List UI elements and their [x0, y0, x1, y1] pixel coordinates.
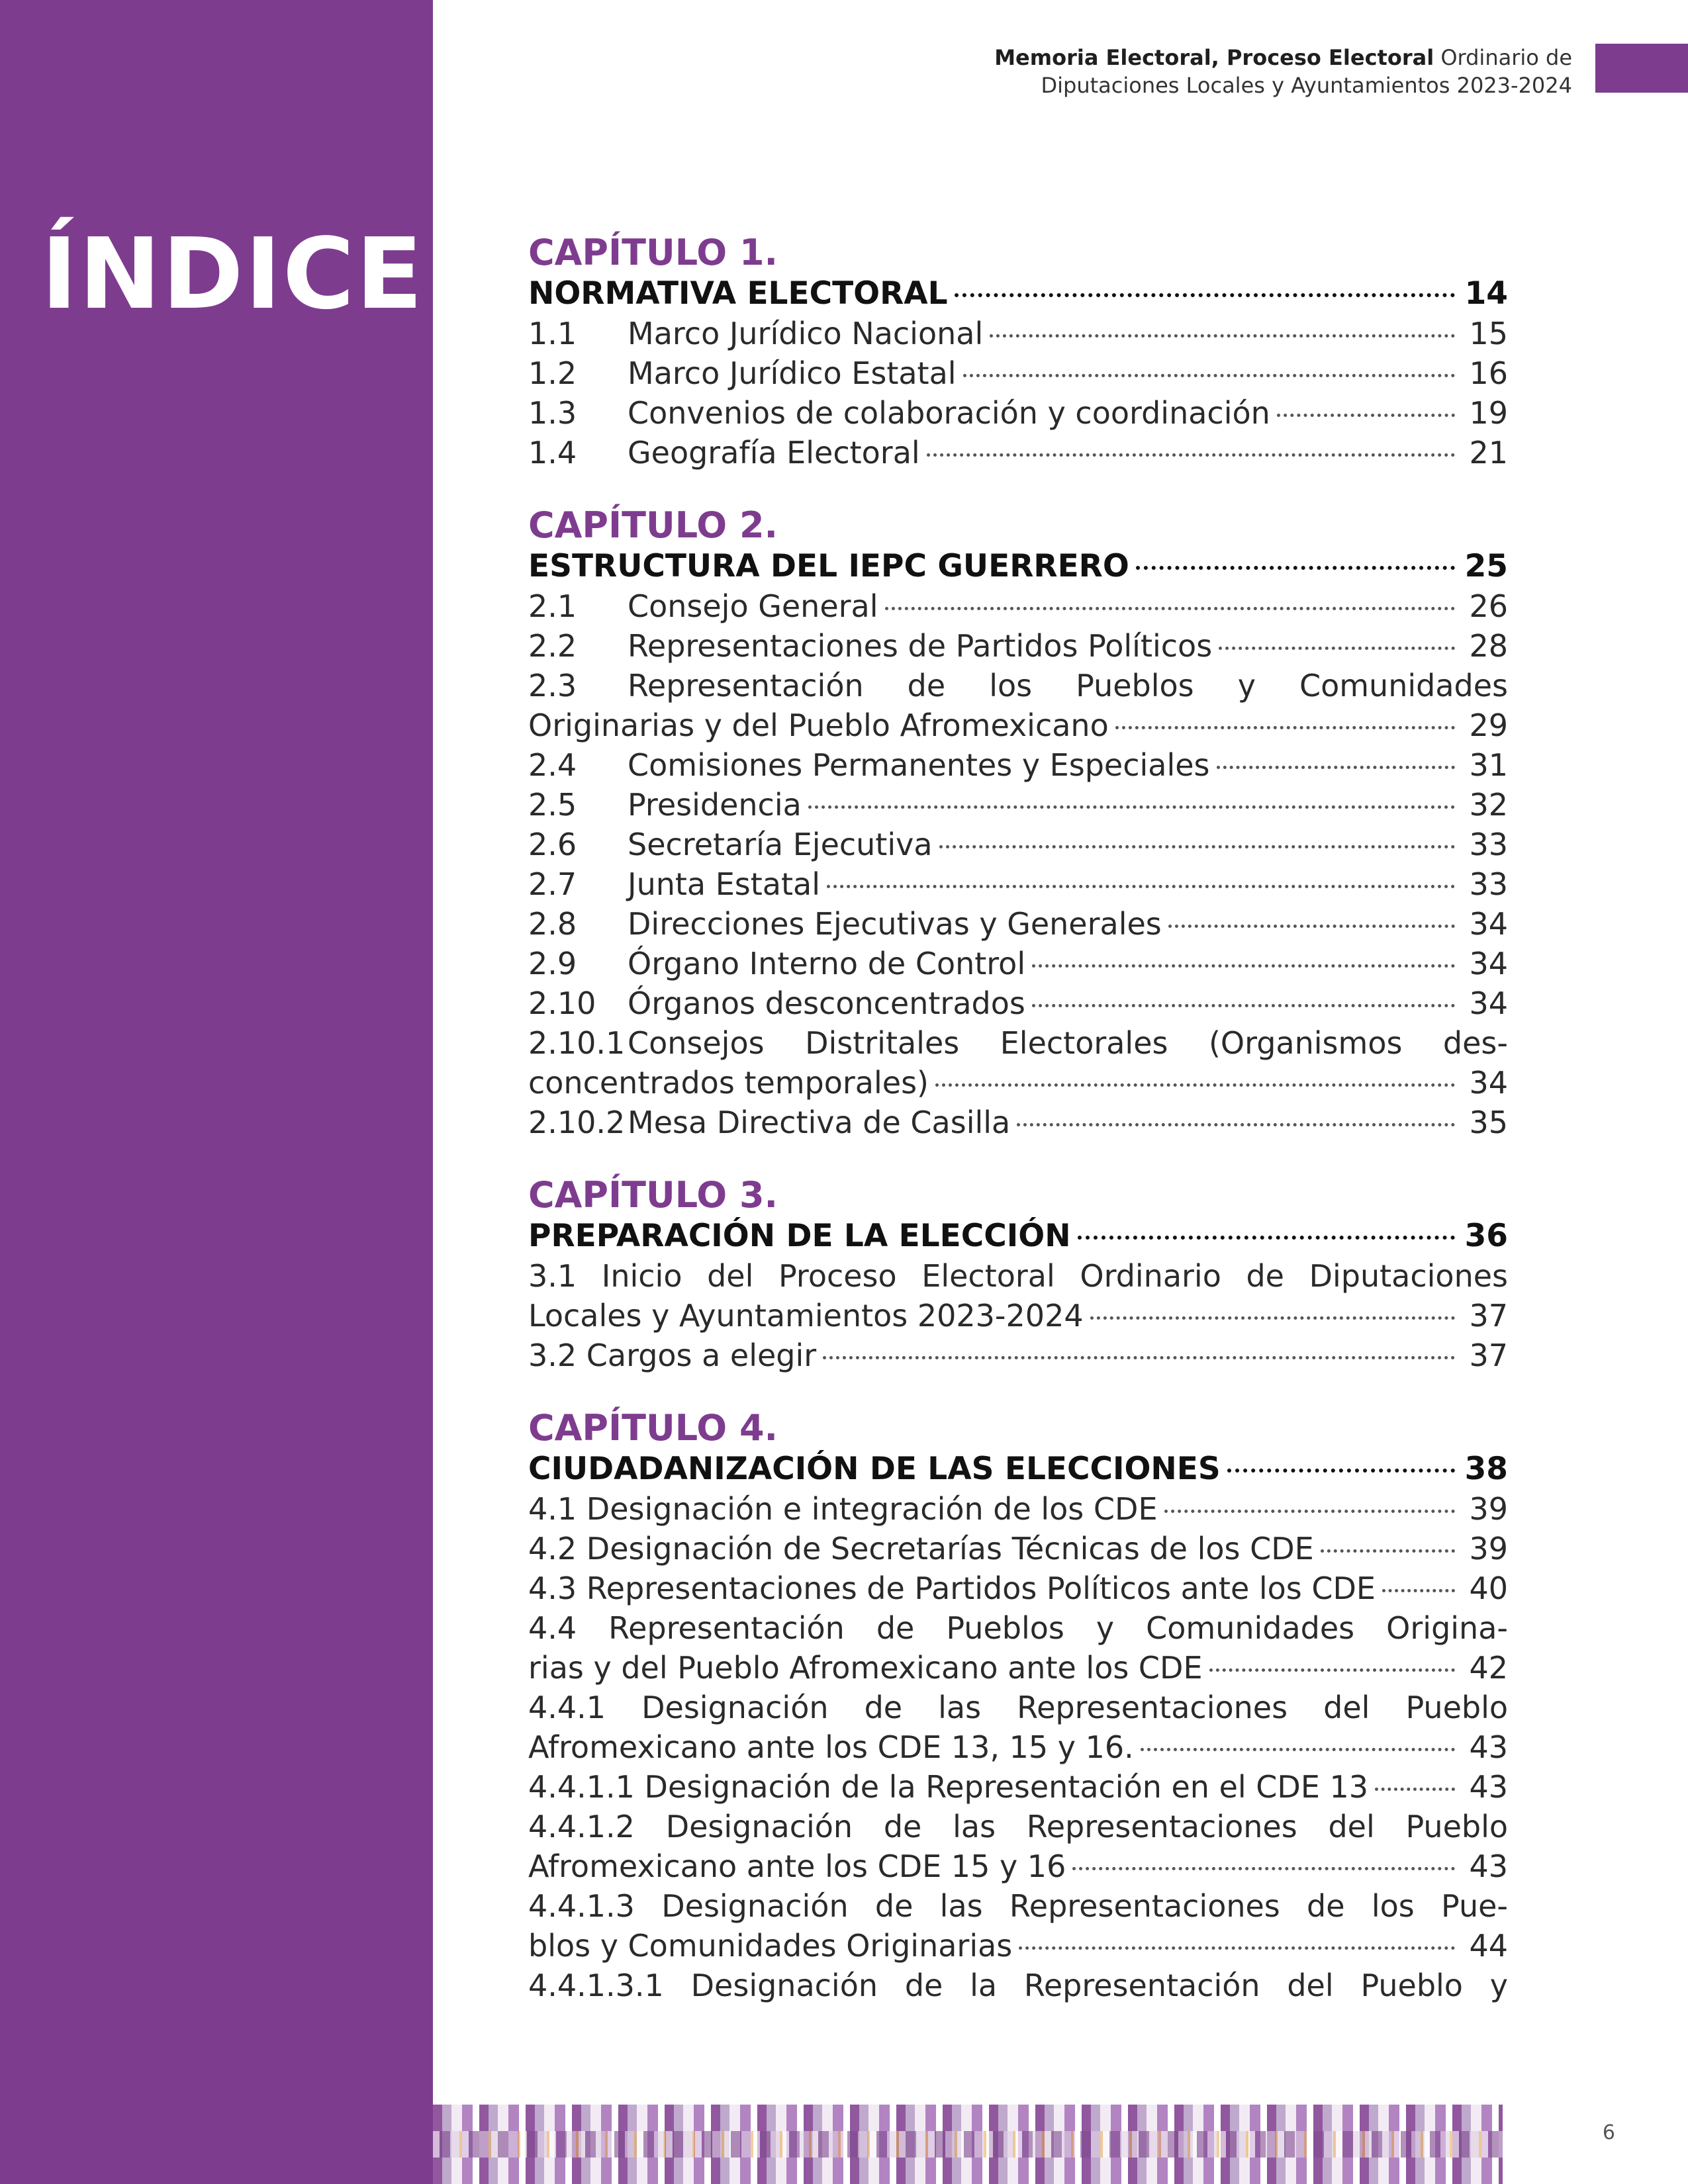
toc-entry[interactable]	[528, 666, 1508, 745]
section-title: Direcciones Ejecutivas y Generales	[628, 906, 1162, 942]
section-number: 1.1	[528, 316, 577, 351]
section-title: 3.1 Inicio del Proceso Electoral Ordinario de Diputaciones	[528, 1258, 1508, 1294]
section-number: 2.8	[528, 906, 577, 942]
leader-dots	[1072, 1867, 1455, 1870]
section-title: 4.4.1.1 Designación de la Representación en el CDE 13	[528, 1769, 1369, 1805]
leader-dots	[1277, 414, 1455, 417]
section-number: 2.3	[528, 668, 577, 704]
section-title: Órganos desconcentrados	[628, 985, 1025, 1021]
leader-dots	[1375, 1788, 1455, 1791]
section-title: Geografía Electoral	[628, 435, 920, 471]
section-number: 2.10.1	[528, 1025, 626, 1061]
toc-entry[interactable]	[528, 274, 1508, 314]
section-title-cont: concentrados temporales)	[528, 1065, 929, 1101]
leader-dots	[1141, 1748, 1455, 1751]
toc-entry[interactable]	[528, 314, 1508, 353]
section-title: 4.1 Designación e integración de los CDE	[528, 1491, 1158, 1527]
section-title: 4.3 Representaciones de Partidos Políticos ante los CDE	[528, 1570, 1376, 1606]
section-number: 2.9	[528, 946, 577, 981]
toc-entry[interactable]	[528, 1608, 1508, 1688]
page-number: 33	[1469, 827, 1508, 862]
leader-dots	[955, 293, 1455, 297]
section-number: 2.10	[528, 985, 596, 1021]
leader-dots	[1219, 647, 1455, 650]
page-number: 44	[1469, 1928, 1508, 1964]
chapter-label: CAPÍTULO 2.	[528, 504, 778, 546]
page-number: 42	[1469, 1650, 1508, 1686]
header-rest: Ordinario de	[1440, 45, 1572, 70]
leader-dots	[927, 453, 1455, 457]
chapter-title: PREPARACIÓN DE LA ELECCIÓN	[528, 1218, 1071, 1254]
section-number: 2.4	[528, 747, 577, 783]
toc-entry[interactable]	[528, 353, 1508, 393]
page-number: 29	[1469, 707, 1508, 743]
page-number: 39	[1469, 1491, 1508, 1527]
toc-entry[interactable]	[528, 1103, 1508, 1142]
page-number: 39	[1469, 1531, 1508, 1567]
toc-entry[interactable]	[528, 864, 1508, 904]
section-number: 2.1	[528, 588, 577, 624]
section-title: Marco Jurídico Estatal	[628, 355, 957, 391]
page-number: 31	[1469, 747, 1508, 783]
page-number: 14	[1464, 275, 1508, 312]
toc-entry[interactable]	[528, 1688, 1508, 1767]
leader-dots	[1019, 1946, 1455, 1950]
page-number: 37	[1469, 1298, 1508, 1334]
section-number: 2.7	[528, 866, 577, 902]
leader-dots	[990, 334, 1455, 338]
chapter-label: CAPÍTULO 4.	[528, 1407, 778, 1449]
toc-entry[interactable]	[528, 1489, 1508, 1529]
header-bold: Memoria Electoral, Proceso Electoral	[994, 45, 1434, 70]
section-title: 4.4.1.3.1 Designación de la Representación del Pueblo y	[528, 1968, 1508, 2003]
toc-entry[interactable]	[528, 1966, 1508, 2005]
page-number: 28	[1469, 628, 1508, 664]
toc-entry[interactable]	[528, 393, 1508, 433]
section-title-cont: blos y Comunidades Originarias	[528, 1928, 1013, 1964]
leader-dots	[1078, 1236, 1455, 1240]
section-number: 2.2	[528, 628, 577, 664]
page-number: 25	[1464, 548, 1508, 584]
toc-entry[interactable]	[528, 1529, 1508, 1569]
toc-entry[interactable]	[528, 1886, 1508, 1966]
section-line	[528, 1023, 1508, 1063]
section-title: Órgano Interno de Control	[628, 946, 1026, 981]
page-number: 33	[1469, 866, 1508, 902]
section-title: 4.4 Representación de Pueblos y Comunidades Origina-	[528, 1610, 1508, 1646]
toc-entry[interactable]	[528, 1023, 1508, 1103]
leader-dots	[1017, 1123, 1455, 1126]
toc-entry[interactable]	[528, 1256, 1508, 1336]
chapter-label: CAPÍTULO 1.	[528, 232, 778, 273]
chapter-2	[528, 504, 1508, 1142]
page-number: 19	[1469, 395, 1508, 431]
leader-dots	[1136, 566, 1455, 570]
section-title-cont: Locales y Ayuntamientos 2023-2024	[528, 1298, 1084, 1334]
section-line	[528, 705, 1508, 745]
toc-entry[interactable]	[528, 1449, 1508, 1489]
leader-dots	[1032, 1004, 1455, 1007]
toc-entry[interactable]	[528, 944, 1508, 983]
toc-entry[interactable]	[528, 1569, 1508, 1608]
section-title-cont: Afromexicano ante los CDE 13, 15 y 16.	[528, 1729, 1134, 1765]
toc-entry[interactable]	[528, 825, 1508, 864]
running-header	[994, 44, 1572, 99]
section-title: Consejo General	[628, 588, 878, 624]
section-title: 4.2 Designación de Secretarías Técnicas de los CDE	[528, 1531, 1314, 1567]
page-number: 16	[1469, 355, 1508, 391]
section-title: Junta Estatal	[628, 866, 820, 902]
toc-entry[interactable]	[528, 983, 1508, 1023]
leader-dots	[1217, 766, 1455, 769]
page-number: 34	[1469, 946, 1508, 981]
sidebar-band	[0, 0, 433, 2184]
page-number: 35	[1469, 1105, 1508, 1140]
index-title: ÍNDICE	[41, 217, 424, 331]
section-title-cont: Afromexicano ante los CDE 15 y 16	[528, 1848, 1066, 1884]
chapter-title: ESTRUCTURA DEL IEPC GUERRERO	[528, 548, 1129, 584]
leader-dots	[935, 1083, 1455, 1087]
toc-entry[interactable]	[528, 1216, 1508, 1256]
page-number: 21	[1469, 435, 1508, 471]
section-number: 1.2	[528, 355, 577, 391]
page-number: 26	[1469, 588, 1508, 624]
section-title: Secretaría Ejecutiva	[628, 827, 933, 862]
leader-dots	[1382, 1589, 1455, 1592]
toc-entry[interactable]	[528, 433, 1508, 473]
page-number: 43	[1469, 1848, 1508, 1884]
section-title: 3.2 Cargos a elegir	[528, 1338, 817, 1373]
toc-entry[interactable]	[528, 1807, 1508, 1886]
page-number: 34	[1469, 1065, 1508, 1101]
section-number: 1.3	[528, 395, 577, 431]
toc-entry[interactable]	[528, 626, 1508, 666]
section-line	[528, 1648, 1508, 1688]
section-title-cont: Originarias y del Pueblo Afromexicano	[528, 707, 1109, 743]
leader-dots	[963, 374, 1455, 377]
leader-dots	[1209, 1668, 1455, 1672]
section-line	[528, 1063, 1508, 1103]
section-number: 2.6	[528, 827, 577, 862]
section-title: Mesa Directiva de Casilla	[628, 1105, 1011, 1140]
section-title: Consejos Distritales Electorales (Organismos des-	[628, 1025, 1508, 1061]
leader-dots	[1168, 925, 1455, 928]
embroidery-pattern-band	[433, 2105, 1503, 2184]
page-number: 38	[1464, 1451, 1508, 1487]
section-title: Comisiones Permanentes y Especiales	[628, 747, 1210, 783]
chapter-title: NORMATIVA ELECTORAL	[528, 275, 948, 312]
chapter-title: CIUDADANIZACIÓN DE LAS ELECCIONES	[528, 1451, 1221, 1487]
leader-dots	[827, 885, 1455, 888]
header-accent-bar	[1595, 44, 1688, 93]
chapter-4	[528, 1407, 1508, 2005]
section-title: Representaciones de Partidos Políticos	[628, 628, 1213, 664]
toc-entry[interactable]	[528, 785, 1508, 825]
section-title: 4.4.1.2 Designación de las Representaciones del Pueblo	[528, 1809, 1508, 1844]
section-title: 4.4.1 Designación de las Representaciones del Pueblo	[528, 1690, 1508, 1725]
page-number: 40	[1469, 1570, 1508, 1606]
leader-dots	[1227, 1469, 1455, 1473]
section-title: 4.4.1.3 Designación de las Representaciones de los Pue-	[528, 1888, 1508, 1924]
page-number: 34	[1469, 906, 1508, 942]
section-number: 2.5	[528, 787, 577, 823]
toc-entry[interactable]	[528, 904, 1508, 944]
section-line	[528, 1846, 1508, 1886]
leader-dots	[1115, 726, 1455, 729]
chapter-label: CAPÍTULO 3.	[528, 1174, 778, 1216]
toc-entry[interactable]	[528, 745, 1508, 785]
toc-entry[interactable]	[528, 1336, 1508, 1375]
section-title: Representación de los Pueblos y Comunidades	[628, 668, 1508, 704]
leader-dots	[885, 607, 1455, 610]
page-number: 32	[1469, 787, 1508, 823]
section-line	[528, 1296, 1508, 1336]
page-number: 34	[1469, 985, 1508, 1021]
section-number: 1.4	[528, 435, 577, 471]
section-line	[528, 1926, 1508, 1966]
page-number: 15	[1469, 316, 1508, 351]
page-number: 43	[1469, 1769, 1508, 1805]
leader-dots	[1164, 1510, 1455, 1513]
leader-dots	[808, 805, 1455, 809]
toc-entry[interactable]	[528, 1767, 1508, 1807]
page-number: 43	[1469, 1729, 1508, 1765]
section-title: Presidencia	[628, 787, 802, 823]
page-number-footer: 6	[1602, 2121, 1615, 2144]
header-line2: Diputaciones Locales y Ayuntamientos 2023-2024	[1041, 73, 1572, 98]
leader-dots	[1321, 1549, 1455, 1553]
section-title: Convenios de colaboración y coordinación	[628, 395, 1270, 431]
page-number: 36	[1464, 1218, 1508, 1254]
chapter-1	[528, 232, 1508, 473]
section-title-cont: rias y del Pueblo Afromexicano ante los CDE	[528, 1650, 1203, 1686]
leader-dots	[1032, 964, 1455, 968]
chapter-3	[528, 1174, 1508, 1375]
toc-entry[interactable]	[528, 586, 1508, 626]
page-number: 37	[1469, 1338, 1508, 1373]
leader-dots	[1090, 1316, 1455, 1320]
section-line	[528, 1727, 1508, 1767]
toc-entry[interactable]	[528, 547, 1508, 586]
leader-dots	[939, 845, 1455, 848]
section-line	[528, 666, 1508, 705]
leader-dots	[823, 1356, 1455, 1359]
section-number: 2.10.2	[528, 1105, 626, 1140]
section-title: Marco Jurídico Nacional	[628, 316, 984, 351]
table-of-contents	[528, 232, 1508, 2037]
